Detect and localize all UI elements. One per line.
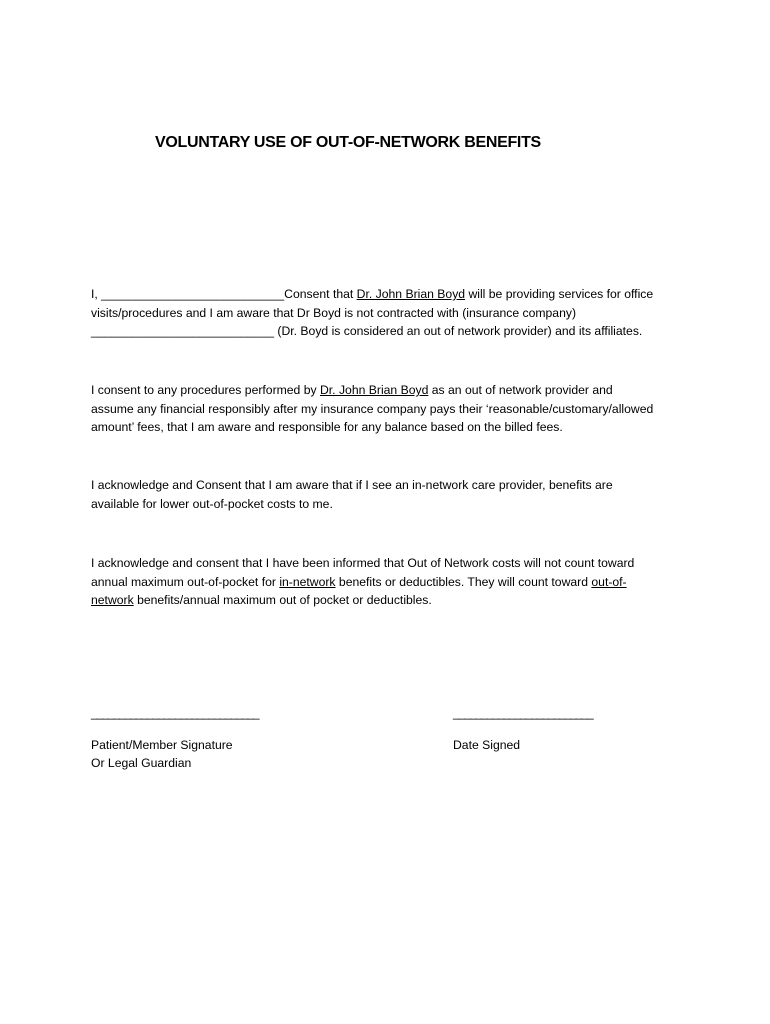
signature-label (91, 736, 233, 772)
paragraph-line (91, 381, 653, 400)
text-segment: benefits/annual maximum out of pocket or deductibles. (133, 593, 432, 608)
paragraph-line: assume any financial responsibly after my insurance company pays their ‘reasonable/customary/allowed (91, 401, 654, 416)
doctor-name: Dr. John Brian Boyd (319, 383, 429, 397)
paragraph-line: I acknowledge and Consent that I am aware that if I see an in-network care provider, benefits are (91, 478, 613, 492)
text-segment: I consent to any procedures performed by (91, 383, 320, 397)
paragraph-line: I acknowledge and consent that I have been informed that Out of Network costs will not count toward (91, 556, 635, 570)
text-segment: will be providing services for office (465, 287, 654, 301)
paragraph-line: ___________________________ (Dr. Boyd is considered an out of network provider) and its affiliates. (91, 324, 643, 339)
text-segment: as an out of network provider and (428, 383, 613, 397)
signature-line: ______________________________ (91, 706, 259, 720)
paragraph-line: amount’ fees, that I am aware and responsible for any balance based on the billed fees. (91, 420, 563, 435)
date-label: Date Signed (453, 738, 521, 752)
signature-label-line: Patient/Member Signature (91, 738, 233, 752)
underlined-term: in-network (279, 574, 336, 589)
date-line: _________________________ (453, 706, 593, 720)
paragraph-line: visits/procedures and I am aware that Dr Boyd is not contracted with (insurance company) (91, 305, 577, 320)
text-segment: annual maximum out-of-pocket for (91, 574, 280, 589)
consent-paragraph-3 (91, 476, 613, 513)
paragraph-line (91, 285, 653, 304)
text-segment: I, ___________________________Consent that (91, 287, 357, 301)
text-segment: benefits or deductibles. They will count toward (335, 574, 592, 589)
signature-label-line: Or Legal Guardian (91, 756, 192, 770)
consent-paragraph-2 (91, 381, 653, 437)
consent-paragraph-4 (91, 554, 634, 610)
paragraph-line (91, 573, 634, 592)
underlined-term: out-of- (591, 574, 627, 589)
paragraph-line: available for lower out-of-pocket costs to me. (91, 496, 333, 511)
document-title: VOLUNTARY USE OF OUT-OF-NETWORK BENEFITS (155, 134, 541, 151)
paragraph-line (91, 591, 634, 610)
doctor-name: Dr. John Brian Boyd (356, 287, 466, 301)
underlined-term: network (91, 593, 134, 608)
consent-paragraph-1 (91, 285, 653, 341)
